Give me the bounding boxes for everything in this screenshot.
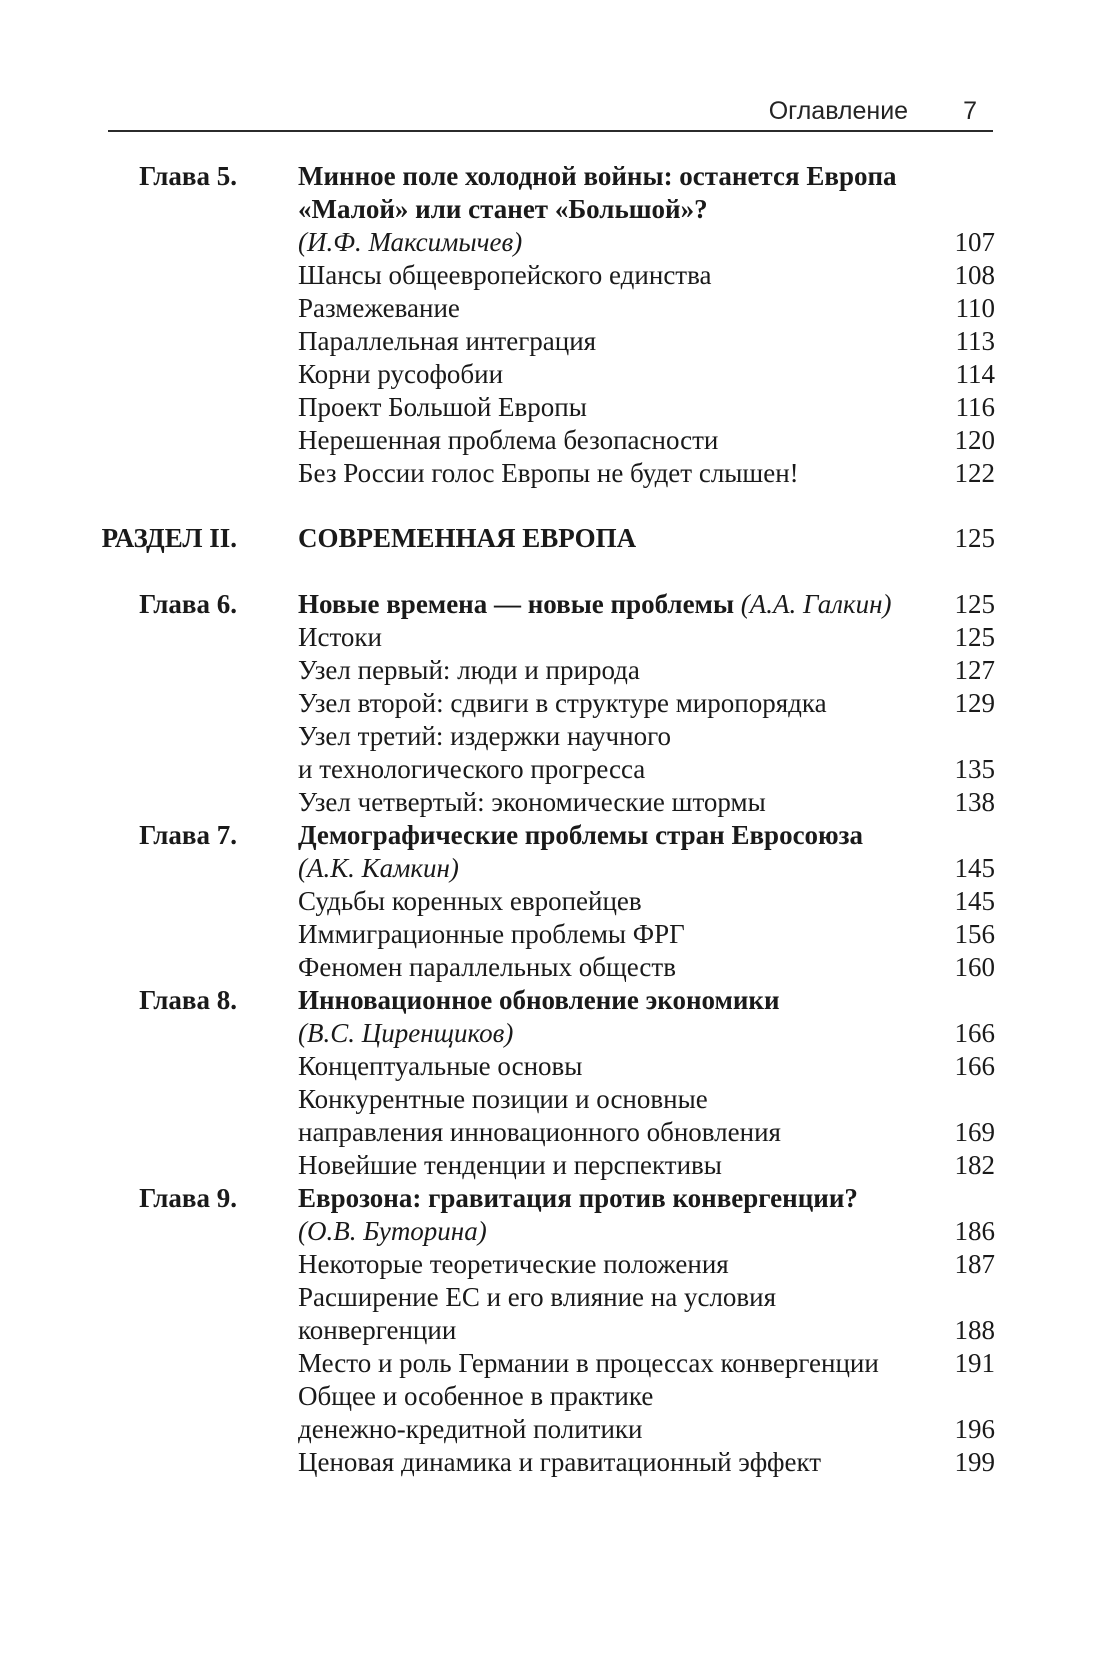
toc-title-segment: Новые времена — новые проблемы	[298, 589, 741, 619]
toc-line-title	[298, 1380, 939, 1413]
toc-title-segment: «Малой» или станет «Большой»?	[298, 194, 708, 224]
toc-line	[95, 1413, 995, 1446]
toc-line	[95, 984, 995, 1017]
toc-line	[95, 1116, 995, 1149]
header-title: Оглавление	[768, 97, 909, 125]
toc-page-number: 191	[954, 1348, 995, 1378]
toc-line-title	[298, 1281, 939, 1314]
toc-title-segment: конвергенции	[298, 1315, 457, 1345]
toc-page-number: 182	[954, 1150, 995, 1180]
toc-title-segment: Ценовая динамика и гравитационный эффект	[298, 1447, 822, 1477]
toc-page-number: 138	[954, 787, 995, 817]
toc-line-title	[298, 1314, 939, 1347]
toc-title-segment: (В.С. Циренщиков)	[298, 1018, 514, 1048]
toc-line	[95, 621, 995, 654]
toc-title-segment: Корни русофобии	[298, 359, 504, 389]
toc-line	[95, 1314, 995, 1347]
toc-line-title	[298, 753, 939, 786]
toc-title-segment: денежно-кредитной политики	[298, 1414, 643, 1444]
toc-page-number: 166	[954, 1018, 995, 1048]
toc-page-number: 199	[954, 1447, 995, 1477]
toc-title-segment: Узел четвертый: экономические штормы	[298, 787, 766, 817]
toc-line	[95, 885, 995, 918]
header-page-number: 7	[963, 97, 977, 125]
toc-line	[95, 951, 995, 984]
toc-line-title	[298, 457, 939, 490]
toc-title-segment: Инновационное обновление экономики	[298, 985, 780, 1015]
toc-line-title	[298, 325, 939, 358]
toc-entry-label: Глава 8.	[139, 985, 237, 1015]
toc-page-number: 125	[954, 523, 995, 553]
toc-line	[95, 753, 995, 786]
toc-title-segment: Шансы общеевропейского единства	[298, 260, 712, 290]
toc-line	[95, 786, 995, 819]
toc-line-title	[298, 292, 939, 325]
toc-title-segment: (И.Ф. Максимычев)	[298, 227, 523, 257]
toc-entry	[95, 1182, 995, 1479]
toc-line	[95, 292, 995, 325]
toc-line	[95, 160, 995, 193]
toc-line-title	[298, 621, 939, 654]
toc-title-segment: (А.К. Камкин)	[298, 853, 459, 883]
toc-title-segment: Общее и особенное в практике	[298, 1381, 654, 1411]
toc-line-title	[298, 1347, 939, 1380]
toc-line-title	[298, 522, 939, 555]
toc-title-segment: Нерешенная проблема безопасности	[298, 425, 719, 455]
toc-title-segment: Размежевание	[298, 293, 460, 323]
toc-entry	[95, 819, 995, 984]
toc-line	[95, 457, 995, 490]
toc-page-number: 156	[954, 919, 995, 949]
toc-title-segment: Параллельная интеграция	[298, 326, 597, 356]
toc-entry-label: РАЗДЕЛ II.	[101, 523, 237, 553]
toc-line-title	[298, 588, 939, 621]
toc-title-segment: Без России голос Европы не будет слышен!	[298, 458, 799, 488]
toc-line-title	[298, 1413, 939, 1446]
toc-page-number: 188	[954, 1315, 995, 1345]
toc-line-title	[298, 193, 939, 226]
toc-line-title	[298, 687, 939, 720]
toc-entry-label: Глава 9.	[139, 1183, 237, 1213]
toc-line-title	[298, 720, 939, 753]
toc-line-title	[298, 1050, 939, 1083]
toc-title-segment: Проект Большой Европы	[298, 392, 587, 422]
toc-page-number: 107	[954, 227, 995, 257]
toc-line	[95, 1083, 995, 1116]
toc-line	[95, 1149, 995, 1182]
toc-title-segment: Узел первый: люди и природа	[298, 655, 640, 685]
toc-page-number: 125	[954, 622, 995, 652]
toc-line	[95, 226, 995, 259]
toc-title-segment: Узел третий: издержки научного	[298, 721, 671, 751]
toc-line	[95, 918, 995, 951]
toc-title-segment: Новейшие тенденции и перспективы	[298, 1150, 722, 1180]
toc-title-segment: Место и роль Германии в процессах конвергенции	[298, 1348, 879, 1378]
toc-line	[95, 391, 995, 424]
toc-entry-label: Глава 7.	[139, 820, 237, 850]
toc-line-title	[298, 259, 939, 292]
toc-line	[95, 1050, 995, 1083]
toc-title-segment: (О.В. Буторина)	[298, 1216, 487, 1246]
toc-line	[95, 424, 995, 457]
toc-title-segment: Концептуальные основы	[298, 1051, 583, 1081]
toc-title-segment: и технологического прогресса	[298, 754, 646, 784]
toc-entry	[95, 984, 995, 1182]
toc-page-number: 186	[954, 1216, 995, 1246]
toc-page-number: 145	[954, 886, 995, 916]
toc-line-title	[298, 1149, 939, 1182]
toc-line-title	[298, 918, 939, 951]
toc-title-segment: Истоки	[298, 622, 382, 652]
toc-title-segment: направления инновационного обновления	[298, 1117, 781, 1147]
toc-title-segment: Феномен параллельных обществ	[298, 952, 676, 982]
toc-entry-label: Глава 6.	[139, 589, 237, 619]
toc-line-title	[298, 1116, 939, 1149]
toc-line	[95, 259, 995, 292]
toc-page-number: 114	[955, 359, 995, 389]
toc-page-number: 125	[954, 589, 995, 619]
toc-line-title	[298, 654, 939, 687]
toc-title-segment: Некоторые теоретические положения	[298, 1249, 729, 1279]
toc-line	[95, 1215, 995, 1248]
toc-line	[95, 1017, 995, 1050]
toc-line	[95, 358, 995, 391]
toc-page-number: 129	[954, 688, 995, 718]
toc-page-number: 113	[955, 326, 995, 356]
toc-title-segment: Конкурентные позиции и основные	[298, 1084, 708, 1114]
toc-title-segment: Судьбы коренных европейцев	[298, 886, 642, 916]
toc-line	[95, 654, 995, 687]
toc-page-number: 169	[954, 1117, 995, 1147]
toc-title-segment: Иммиграционные проблемы ФРГ	[298, 919, 685, 949]
toc-page-number: 196	[954, 1414, 995, 1444]
toc-entry-label: Глава 5.	[139, 161, 237, 191]
toc-entry	[95, 522, 995, 555]
toc-line	[95, 852, 995, 885]
toc-line	[95, 1446, 995, 1479]
toc-title-segment: СОВРЕМЕННАЯ ЕВРОПА	[298, 523, 637, 553]
running-header	[108, 97, 993, 125]
toc-page-number: 108	[954, 260, 995, 290]
toc-line-title	[298, 1083, 939, 1116]
toc-line	[95, 819, 995, 852]
toc-line-title	[298, 1248, 939, 1281]
toc-page-number: 110	[955, 293, 995, 323]
toc-line-title	[298, 391, 939, 424]
header-rule	[108, 130, 993, 132]
toc-line-title	[298, 984, 939, 1017]
toc-entry	[95, 160, 995, 490]
toc-title-segment: Узел второй: сдвиги в структуре миропорядка	[298, 688, 827, 718]
toc-line-title	[298, 1017, 939, 1050]
toc-line	[95, 1182, 995, 1215]
toc-page-number: 160	[954, 952, 995, 982]
toc-line	[95, 1248, 995, 1281]
toc-line-title	[298, 424, 939, 457]
table-of-contents	[95, 160, 995, 1479]
toc-title-segment: Расширение ЕС и его влияние на условия	[298, 1282, 777, 1312]
toc-page-number: 145	[954, 853, 995, 883]
toc-line-title	[298, 160, 939, 193]
toc-line-title	[298, 226, 939, 259]
toc-title-segment: Минное поле холодной войны: останется Европа	[298, 161, 897, 191]
toc-title-segment: Еврозона: гравитация против конвергенции?	[298, 1183, 858, 1213]
toc-line	[95, 588, 995, 621]
toc-line	[95, 720, 995, 753]
toc-line-title	[298, 1215, 939, 1248]
toc-page-number: 116	[955, 392, 995, 422]
toc-line-title	[298, 819, 939, 852]
toc-line	[95, 325, 995, 358]
toc-page-number: 135	[954, 754, 995, 784]
toc-page-number: 127	[954, 655, 995, 685]
toc-line-title	[298, 951, 939, 984]
toc-line	[95, 1347, 995, 1380]
toc-page-number: 166	[954, 1051, 995, 1081]
toc-line	[95, 522, 995, 555]
toc-line-title	[298, 852, 939, 885]
toc-page-number: 120	[954, 425, 995, 455]
toc-title-segment: Демографические проблемы стран Евросоюза	[298, 820, 864, 850]
toc-page-number: 122	[954, 458, 995, 488]
toc-title-segment: (А.А. Галкин)	[740, 589, 892, 619]
toc-line-title	[298, 885, 939, 918]
toc-line-title	[298, 1446, 939, 1479]
toc-page-number: 187	[954, 1249, 995, 1279]
toc-line	[95, 687, 995, 720]
toc-line-title	[298, 1182, 939, 1215]
toc-line	[95, 1380, 995, 1413]
toc-entry	[95, 588, 995, 819]
toc-line-title	[298, 786, 939, 819]
toc-line	[95, 193, 995, 226]
toc-line-title	[298, 358, 939, 391]
toc-line	[95, 1281, 995, 1314]
